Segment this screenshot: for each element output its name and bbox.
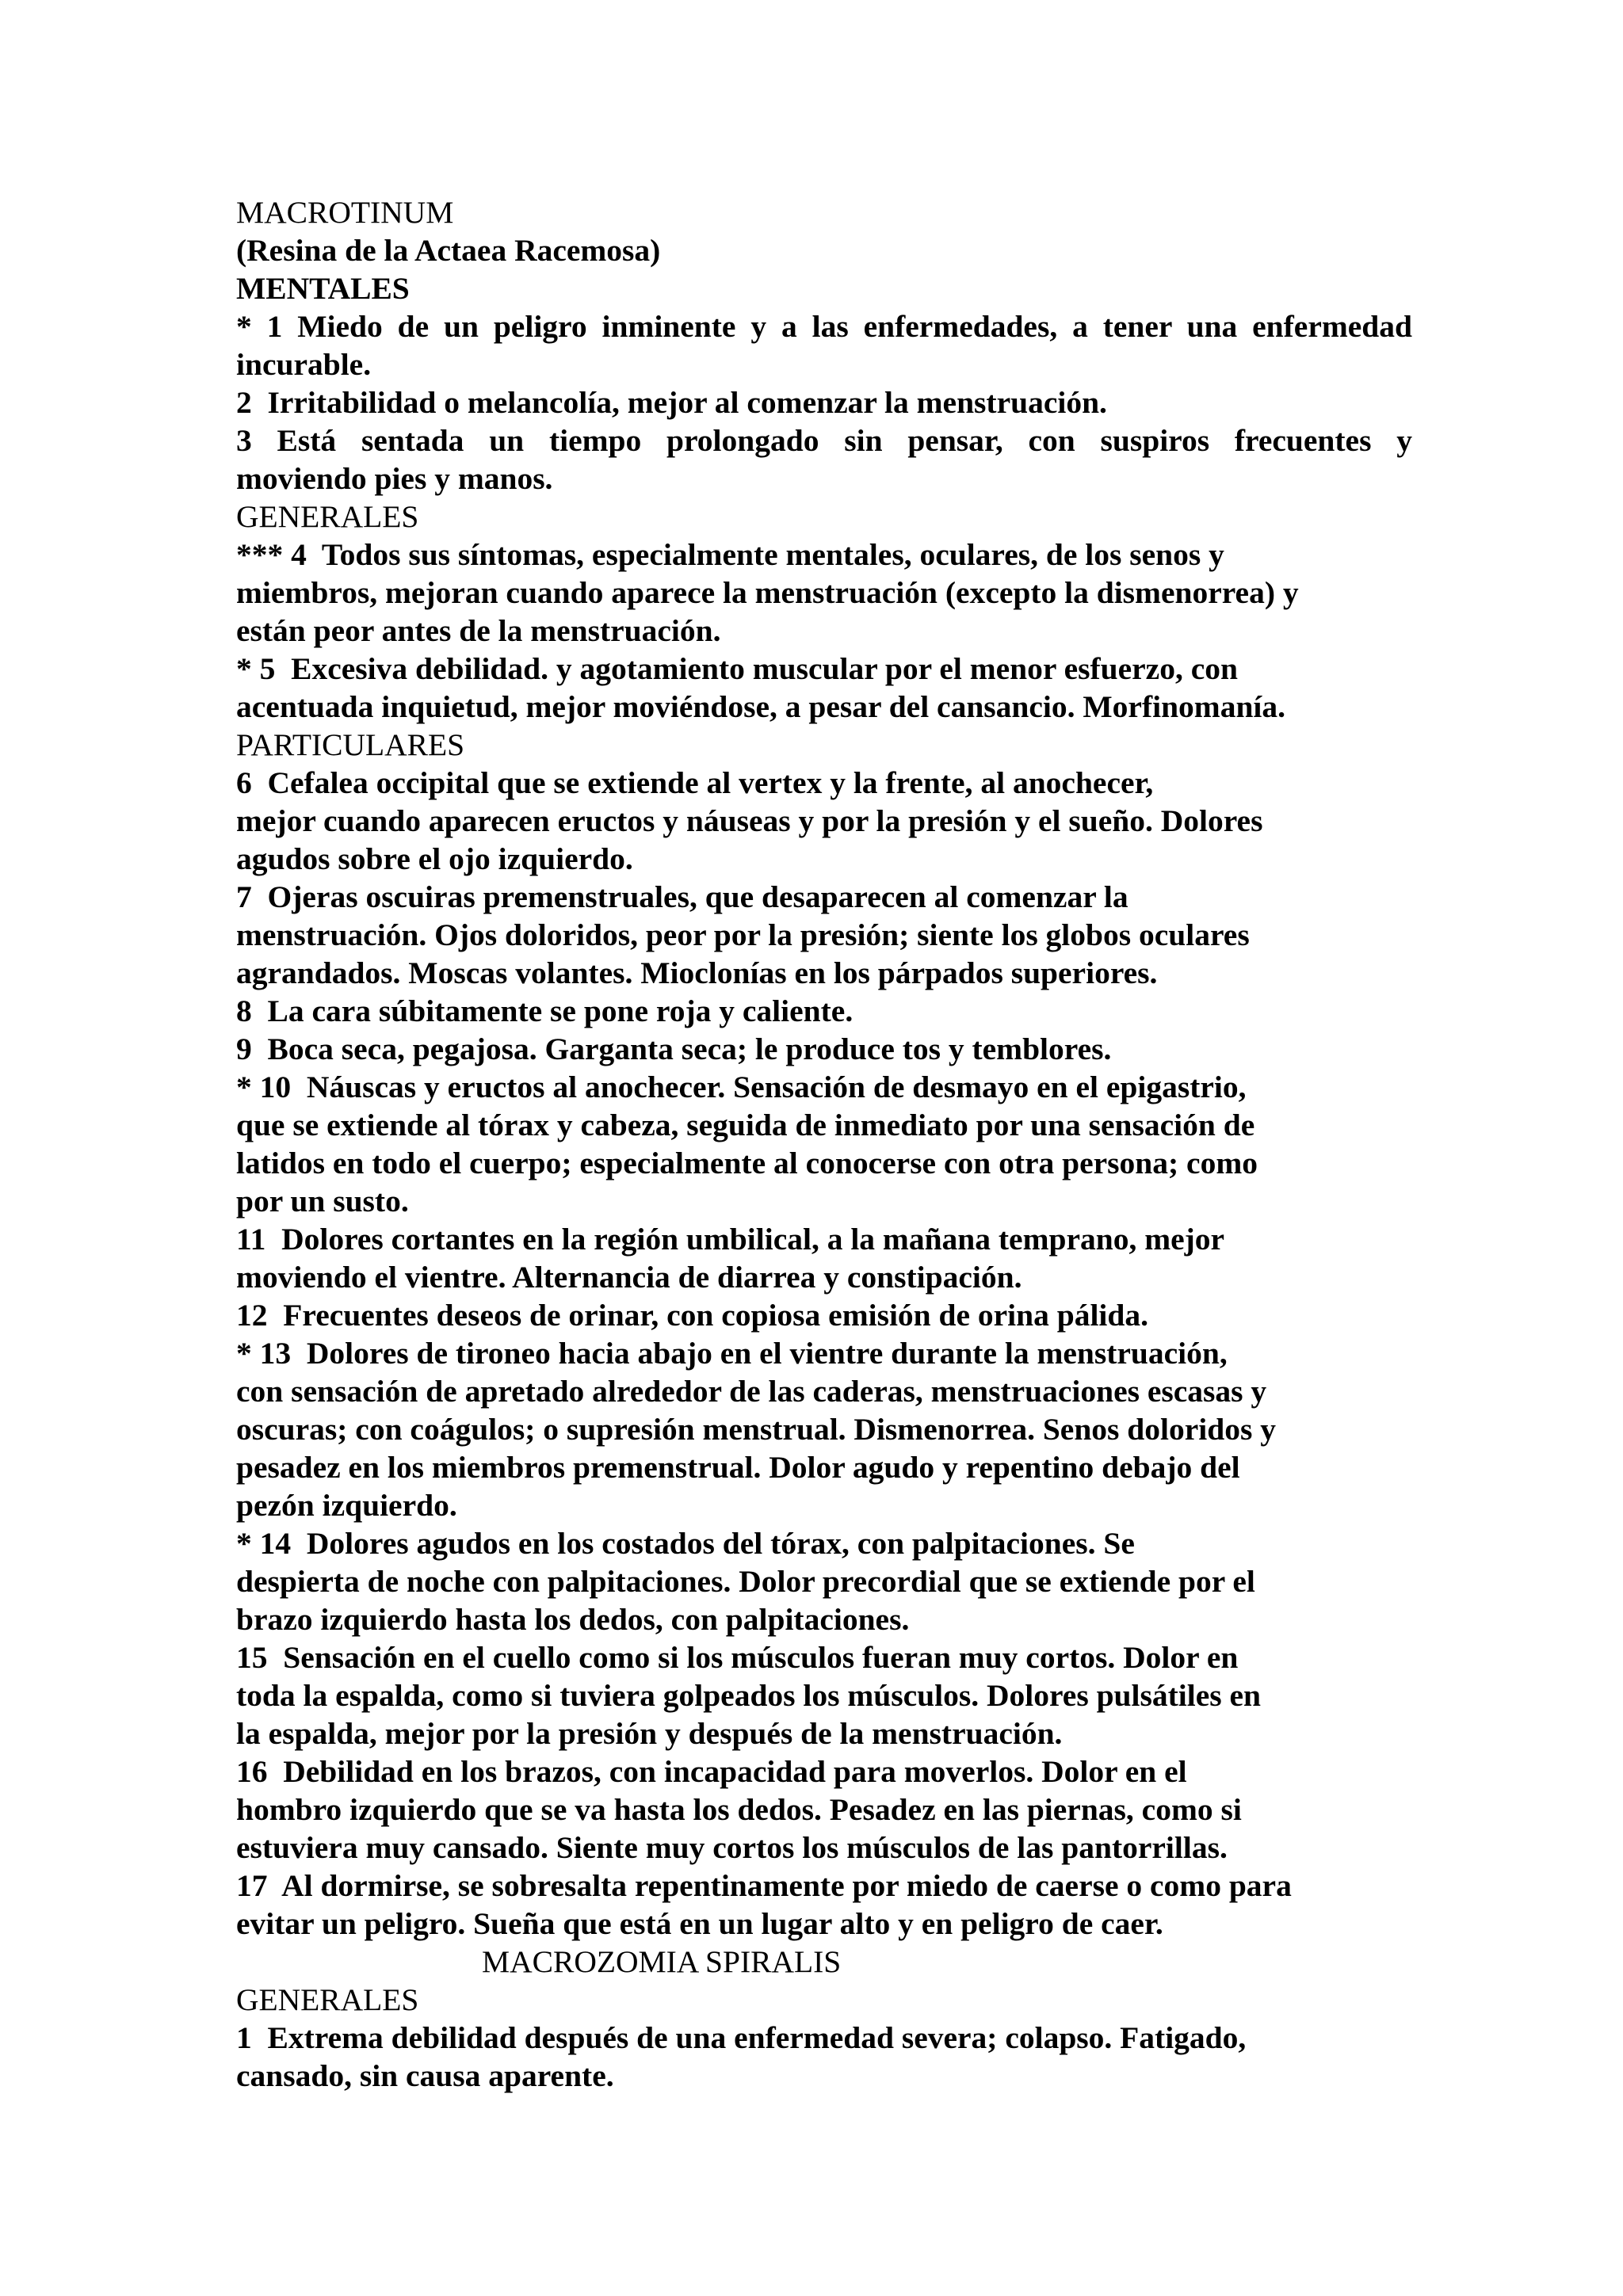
text-line: 7 Ojeras oscuiras premenstruales, que desaparecen al comenzar la <box>236 879 1128 914</box>
text-line: 3 Está sentada un tiempo prolongado sin pensar, con suspiros frecuentes y <box>236 423 1412 458</box>
text-line: 8 La cara súbitamente se pone roja y caliente. <box>236 994 854 1028</box>
text-line: cansado, sin causa aparente. <box>236 2058 614 2093</box>
remedy-subtitle: (Resina de la Actaea Racemosa) <box>236 233 661 268</box>
text-line: despierta de noche con palpitaciones. Dolor precordial que se extiende por el <box>236 1564 1255 1599</box>
text-line: estuviera muy cansado. Siente muy cortos los músculos de las pantorrillas. <box>236 1830 1228 1865</box>
text-line: brazo izquierdo hasta los dedos, con palpitaciones. <box>236 1602 910 1637</box>
text-line: hombro izquierdo que se va hasta los dedos. Pesadez en las piernas, como si <box>236 1792 1242 1827</box>
section-heading-generales: GENERALES <box>236 1982 419 2017</box>
document-body <box>236 193 1412 2095</box>
text-line: por un susto. <box>236 1184 409 1219</box>
text-line: la espalda, mejor por la presión y después de la menstruación. <box>236 1716 1063 1751</box>
text-line: pezón izquierdo. <box>236 1488 457 1523</box>
text-line: 1 Extrema debilidad después de una enfermedad severa; colapso. Fatigado, <box>236 2020 1247 2055</box>
text-line: toda la espalda, como si tuviera golpeados los músculos. Dolores pulsátiles en <box>236 1678 1261 1713</box>
section-heading-mentales: MENTALES <box>236 271 410 306</box>
text-line: mejor cuando aparecen eructos y náuseas y por la presión y el sueño. Dolores <box>236 803 1263 838</box>
text-line: con sensación de apretado alrededor de las caderas, menstruaciones escasas y <box>236 1374 1267 1409</box>
text-line: 2 Irritabilidad o melancolía, mejor al comenzar la menstruación. <box>236 385 1107 420</box>
text-line: 11 Dolores cortantes en la región umbilical, a la mañana temprano, mejor <box>236 1222 1225 1257</box>
text-line: agrandados. Moscas volantes. Mioclonías en los párpados superiores. <box>236 955 1158 990</box>
text-line: agudos sobre el ojo izquierdo. <box>236 841 633 876</box>
text-line: miembros, mejoran cuando aparece la menstruación (excepto la dismenorrea) y <box>236 575 1299 610</box>
text-line: acentuada inquietud, mejor moviéndose, a pesar del cansancio. Morfinomanía. <box>236 689 1286 724</box>
text-line: * 13 Dolores de tironeo hacia abajo en el vientre durante la menstruación, <box>236 1336 1228 1371</box>
text-line: menstruación. Ojos doloridos, peor por la presión; siente los globos oculares <box>236 917 1250 952</box>
text-line: moviendo el vientre. Alternancia de diarrea y constipación. <box>236 1260 1022 1295</box>
text-line: que se extiende al tórax y cabeza, seguida de inmediato por una sensación de <box>236 1108 1255 1142</box>
text-line: * 1 Miedo de un peligro inminente y a las enfermedades, a tener una enfermedad <box>236 309 1412 344</box>
text-line: están peor antes de la menstruación. <box>236 613 721 648</box>
text-line: 9 Boca seca, pegajosa. Garganta seca; le produce tos y temblores. <box>236 1032 1112 1066</box>
text-line: 17 Al dormirse, se sobresalta repentinamente por miedo de caerse o como para <box>236 1868 1292 1903</box>
text-line: 12 Frecuentes deseos de orinar, con copiosa emisión de orina pálida. <box>236 1298 1148 1333</box>
text-line: pesadez en los miembros premenstrual. Dolor agudo y repentino debajo del <box>236 1450 1240 1485</box>
text-line: * 14 Dolores agudos en los costados del tórax, con palpitaciones. Se <box>236 1526 1135 1561</box>
text-line: evitar un peligro. Sueña que está en un lugar alto y en peligro de caer. <box>236 1906 1163 1941</box>
text-line: incurable. <box>236 347 372 382</box>
remedy-title-macrozomia: MACROZOMIA SPIRALIS <box>482 1944 842 1979</box>
text-line: 6 Cefalea occipital que se extiende al vertex y la frente, al anochecer, <box>236 765 1154 800</box>
text-line: moviendo pies y manos. <box>236 461 553 496</box>
text-line: 15 Sensación en el cuello como si los músculos fueran muy cortos. Dolor en <box>236 1640 1239 1675</box>
section-heading-particulares: PARTICULARES <box>236 727 465 762</box>
section-heading-generales: GENERALES <box>236 499 419 534</box>
text-line: * 10 Náuscas y eructos al anochecer. Sensación de desmayo en el epigastrio, <box>236 1070 1247 1104</box>
text-line: latidos en todo el cuerpo; especialmente al conocerse con otra persona; como <box>236 1146 1258 1180</box>
text-line: *** 4 Todos sus síntomas, especialmente mentales, oculares, de los senos y <box>236 537 1224 572</box>
text-line: * 5 Excesiva debilidad. y agotamiento muscular por el menor esfuerzo, con <box>236 651 1238 686</box>
remedy-title: MACROTINUM <box>236 195 454 230</box>
text-line: 16 Debilidad en los brazos, con incapacidad para moverlos. Dolor en el <box>236 1754 1187 1789</box>
text-line: oscuras; con coágulos; o supresión menstrual. Dismenorrea. Senos doloridos y <box>236 1412 1276 1447</box>
